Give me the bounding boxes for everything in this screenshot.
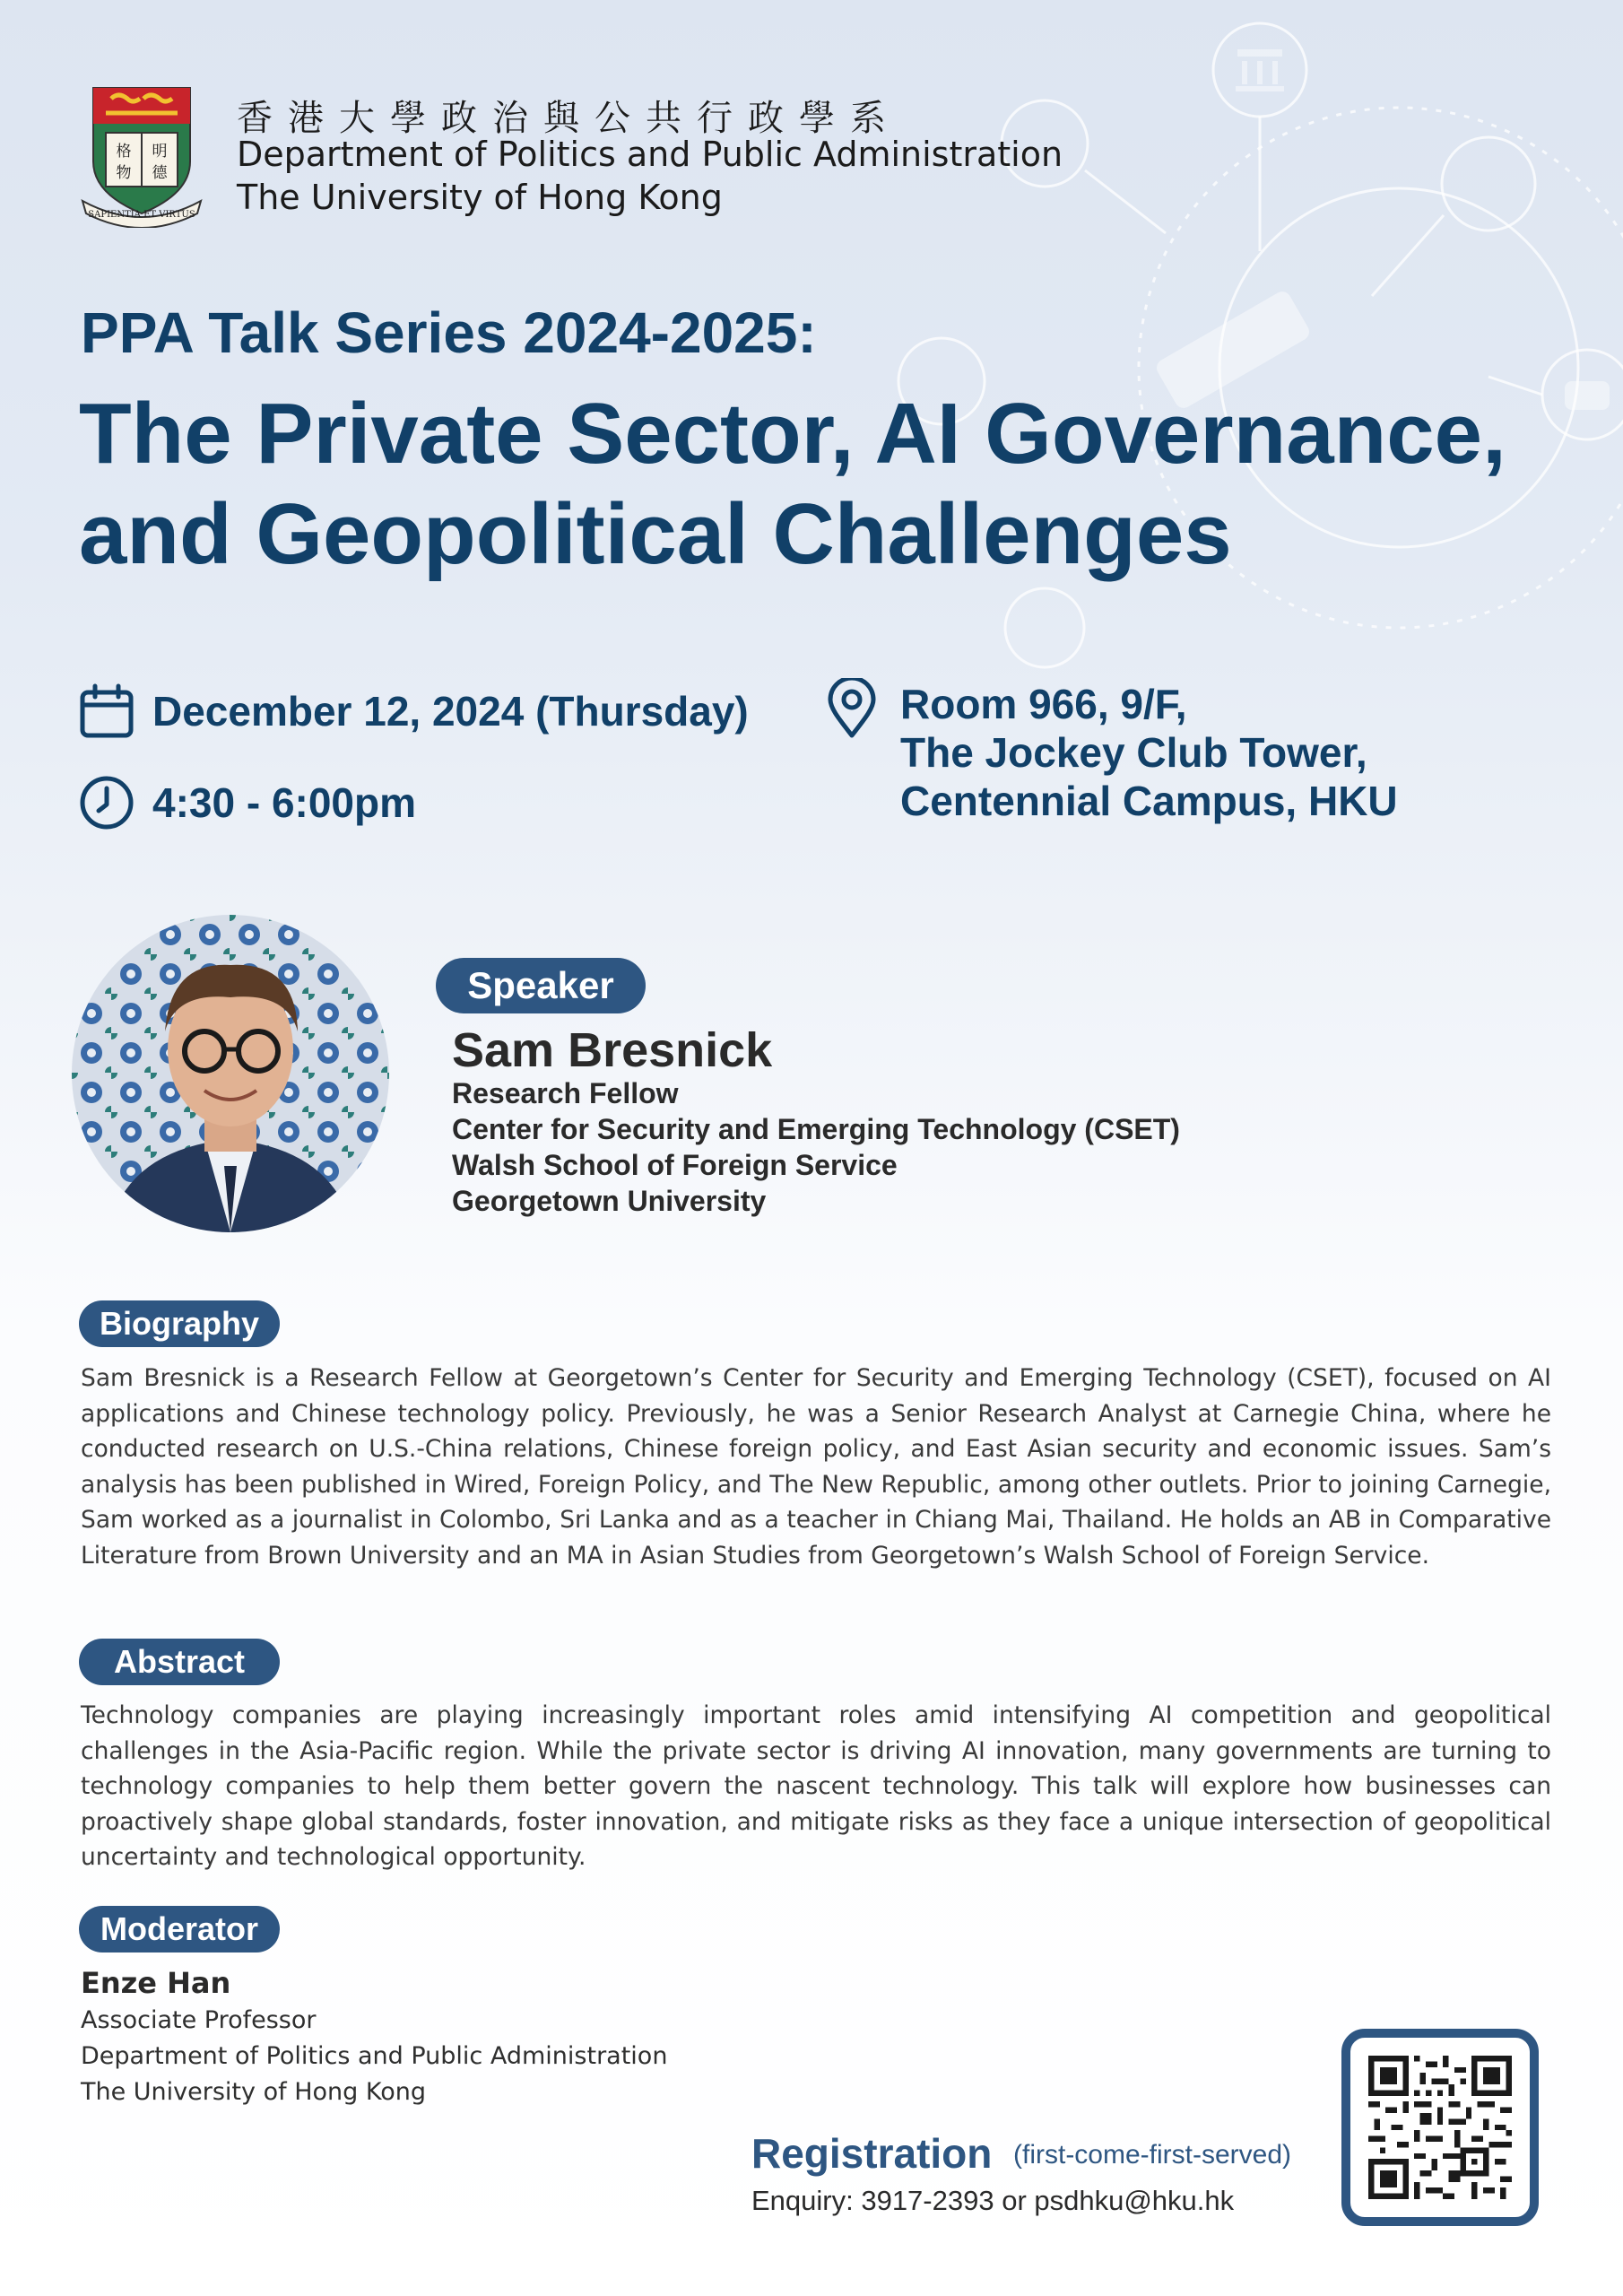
crest-motto: SAPIENTIA ET VIRTUS <box>88 210 195 220</box>
moderator-department: Department of Politics and Public Administration <box>81 2042 668 2070</box>
speaker-affiliation-school: Walsh School of Foreign Service <box>452 1149 898 1181</box>
registration-label: Registration <box>751 2130 993 2177</box>
registration-qr-code[interactable] <box>1341 2029 1539 2226</box>
crest-char-2: 明 <box>152 143 168 161</box>
event-time: 4:30 - 6:00pm <box>152 779 417 826</box>
speaker-affiliation-center: Center for Security and Emerging Technology (CSET) <box>452 1113 1180 1145</box>
biography-heading: Biography <box>79 1300 280 1347</box>
crest-char-3: 物 <box>116 164 132 182</box>
abstract-heading: Abstract <box>79 1639 280 1685</box>
venue-line-1: Room 966, 9/F, <box>900 681 1187 727</box>
abstract-text: Technology companies are playing increasingly important roles amid intensifying AI competition and geopolitical challenges in the Asia-Pacific region. While the private sector is driving AI innovation, many governments are turning to technology companies to help them better govern the nascent technology. This talk will explore how businesses can proactively shape global standards, foster innovation, and mitigate risks as they face a unique intersection of geopolitical uncertainty and technological opportunity. <box>81 1701 1551 1871</box>
speaker-title: Research Fellow <box>452 1077 679 1109</box>
crest-char-4: 德 <box>152 164 168 182</box>
talk-series-label: PPA Talk Series 2024-2025: <box>81 300 817 365</box>
university-name: The University of Hong Kong <box>237 178 723 217</box>
speaker-affiliation-university: Georgetown University <box>452 1185 767 1217</box>
event-date: December 12, 2024 (Thursday) <box>152 688 749 735</box>
registration-note: (first-come-first-served) <box>1013 2140 1292 2170</box>
moderator-title: Associate Professor <box>81 2006 317 2034</box>
venue-line-3: Centennial Campus, HKU <box>900 778 1398 824</box>
location-pin-icon <box>827 678 877 739</box>
speaker-photo <box>72 915 389 1232</box>
speaker-label-badge: Speaker <box>436 958 646 1013</box>
department-name: Department of Politics and Public Administration <box>237 135 1063 174</box>
moderator-heading: Moderator <box>79 1906 280 1952</box>
venue-line-2: The Jockey Club Tower, <box>900 729 1367 776</box>
hku-crest-logo <box>79 83 204 228</box>
clock-icon <box>79 775 135 831</box>
enquiry-contact: Enquiry: 3917-2393 or psdhku@hku.hk <box>751 2185 1235 2216</box>
qr-code-pattern <box>1368 2056 1512 2199</box>
talk-title-line-2: and Geopolitical Challenges <box>79 486 1232 582</box>
department-chinese-name: 香港大學政治與公共行政學系 <box>237 98 901 139</box>
calendar-icon <box>79 683 135 739</box>
biography-text: Sam Bresnick is a Research Fellow at Georgetown’s Center for Security and Emerging Technology (CSET), focused on AI applications and Chinese technology policy. Previously, he was a Senior Research Analyst at Carnegie China, where he conducted research on U.S.-China relations, Chinese foreign policy, and East Asian security and economic issues. Sam’s analysis has been published in Wired, Foreign Policy, and The New Republic, among other outlets. Prior to joining Carnegie, Sam worked as a journalist in Colombo, Sri Lanka and as a teacher in Chiang Mai, Thailand. He holds an AB in Comparative Literature from Brown University and an MA in Asian Studies from Georgetown’s Walsh School of Foreign Service. <box>81 1364 1551 1570</box>
crest-char-1: 格 <box>116 143 132 161</box>
event-venue <box>900 680 1398 825</box>
moderator-university: The University of Hong Kong <box>81 2078 426 2106</box>
moderator-name: Enze Han <box>81 1966 231 2000</box>
talk-title <box>79 384 1549 585</box>
speaker-name: Sam Bresnick <box>452 1023 773 1077</box>
talk-title-line-1: The Private Sector, AI Governance, <box>79 386 1506 482</box>
